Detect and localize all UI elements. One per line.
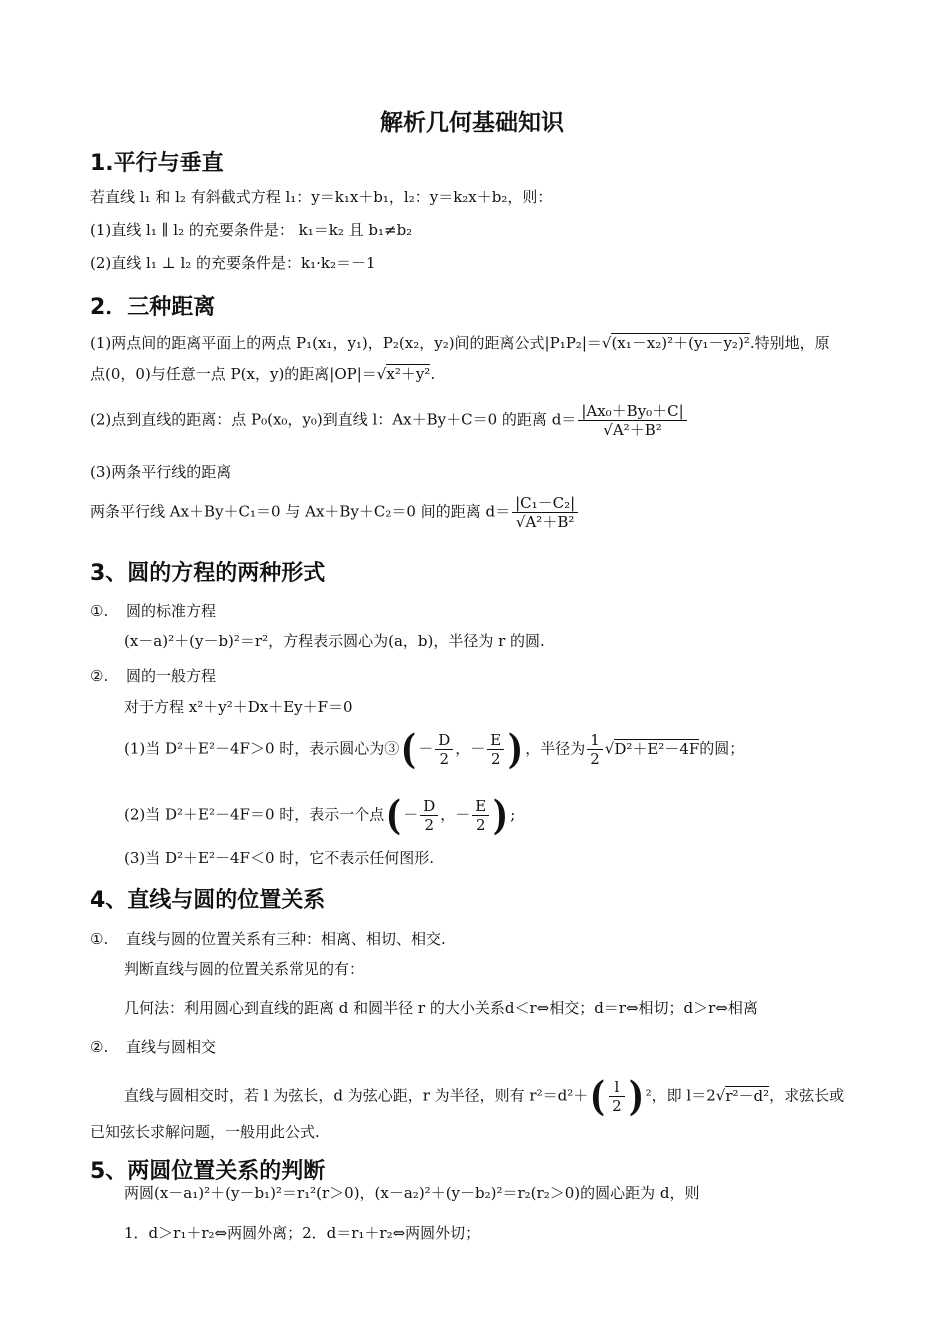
s3-case1-tail: 的圆； bbox=[699, 739, 745, 758]
s2-distance-radicand: (x₁－x₂)²＋(y₁－y₂)² bbox=[611, 334, 750, 352]
chord-radicand: r²－d² bbox=[725, 1086, 770, 1105]
s3-case1-mid: ，半径为 bbox=[525, 739, 586, 758]
s2-point-line-text: (2)点到直线的距离：点 P₀(x₀，y₀)到直线 l：Ax＋By＋C＝0 的距离 d＝ bbox=[90, 410, 577, 429]
s4-intersect-tail: ，求弦长或 bbox=[769, 1086, 845, 1105]
center-x-fraction bbox=[435, 731, 453, 768]
s2-origin-radicand: x²＋y² bbox=[386, 365, 431, 383]
s3-case2-tail: ; bbox=[510, 805, 516, 824]
s3-subheading-2 bbox=[90, 665, 216, 686]
s2-parallel-text: 两条平行线 Ax＋By＋C₁＝0 与 Ax＋By＋C₂＝0 间的距离 d＝ bbox=[90, 502, 511, 521]
s2-distance-tail: .特别地，原 bbox=[749, 334, 830, 352]
s3-case2-text: (2)当 D²＋E²－4F＝0 时，表示一个点 bbox=[124, 805, 385, 824]
comma-separator: ，－ bbox=[440, 805, 471, 824]
sqrt-sign: √ bbox=[376, 365, 387, 383]
s4-subheading-2 bbox=[90, 1036, 216, 1057]
s2-origin-tail: . bbox=[430, 365, 436, 383]
fraction-numerator: |Ax₀＋By₀＋C| bbox=[578, 402, 686, 421]
fraction-numerator: l bbox=[609, 1078, 625, 1097]
fraction-numerator: 1 bbox=[587, 731, 603, 750]
s2-parallel-fraction bbox=[512, 494, 578, 531]
s4-sub2-number: ②. bbox=[90, 1038, 109, 1056]
s2-distance-formula bbox=[90, 333, 830, 353]
s3-case-1 bbox=[124, 725, 745, 773]
fraction-denominator: 2 bbox=[491, 750, 501, 768]
sqrt-sign: √ bbox=[604, 739, 615, 758]
s2-parallel-distance bbox=[90, 494, 580, 531]
left-paren: ( bbox=[401, 725, 417, 773]
s3-sub1-label: 圆的标准方程 bbox=[126, 602, 217, 620]
s3-standard-equation: (x－a)²＋(y－b)²＝r²，方程表示圆心为(a，b)，半径为 r 的圆. bbox=[124, 632, 545, 650]
s3-sub2-number: ②. bbox=[90, 667, 109, 685]
comma-separator: ，－ bbox=[455, 739, 486, 758]
fraction-denominator: √A²＋B² bbox=[515, 513, 575, 531]
section-2-heading: 2．三种距离 bbox=[90, 295, 216, 320]
s4-intersect-text: 直线与圆相交时，若 l 为弦长，d 为弦心距，r 为半径，则有 r²＝d²＋ bbox=[124, 1086, 589, 1105]
minus-sign: － bbox=[418, 739, 434, 758]
right-paren: ) bbox=[493, 791, 509, 839]
fraction-numerator: E bbox=[487, 731, 504, 750]
fraction-denominator: 2 bbox=[590, 750, 600, 768]
fraction-numerator: E bbox=[472, 797, 489, 816]
s1-line-1: 若直线 l₁ 和 l₂ 有斜截式方程 l₁：y＝k₁x＋b₁，l₂：y＝k₂x＋b₂，则： bbox=[90, 188, 553, 206]
fraction-denominator-radicand: A²＋B² bbox=[612, 421, 662, 439]
s1-line-2: (1)直线 l₁ ∥ l₂ 的充要条件是： k₁＝k₂ 且 b₁≠b₂ bbox=[90, 221, 413, 239]
point-x-fraction bbox=[420, 797, 438, 834]
s4-sub1-label: 直线与圆的位置关系有三种：相离、相切、相交. bbox=[126, 930, 446, 948]
left-paren: ( bbox=[386, 791, 402, 839]
s4-sub2-label: 直线与圆相交 bbox=[126, 1038, 217, 1056]
fraction-denominator: 2 bbox=[439, 750, 450, 768]
sqrt-sign: √ bbox=[601, 334, 612, 352]
fraction-numerator: D bbox=[420, 797, 438, 816]
radius-radicand: D²＋E²－4F bbox=[614, 739, 700, 758]
s5-line-2: 1．d＞r₁＋r₂⇔两圆外离；2．d＝r₁＋r₂⇔两圆外切； bbox=[124, 1224, 481, 1242]
s3-subheading-1 bbox=[90, 600, 216, 621]
right-paren: ) bbox=[628, 1072, 644, 1120]
s2-point-line-distance bbox=[90, 402, 689, 439]
sqrt-sign: √ bbox=[715, 1086, 726, 1105]
s3-sub1-number: ①. bbox=[90, 602, 109, 620]
s4-geometric-method: 几何法：利用圆心到直线的距离 d 和圆半径 r 的大小关系d＜r⇔相交；d＝r⇔相切；d＞r⇔相离 bbox=[124, 999, 758, 1017]
s2-parallel-heading: (3)两条平行线的距离 bbox=[90, 463, 232, 481]
page-title: 解析几何基础知识 bbox=[380, 110, 564, 136]
half-fraction bbox=[587, 731, 603, 768]
s2-origin-distance bbox=[90, 364, 435, 384]
s4-intersect-mid: ²，即 l＝2 bbox=[645, 1086, 716, 1105]
s5-line-1: 两圆(x－a₁)²＋(y－b₁)²＝r₁²(r＞0)，(x－a₂)²＋(y－b₂)²＝r₂(r₂＞0)的圆心距为 d，则 bbox=[124, 1184, 700, 1202]
section-1-heading: 1.平行与垂直 bbox=[90, 151, 224, 176]
fraction-denominator: √A²＋B² bbox=[603, 421, 662, 439]
s4-sub1-number: ①. bbox=[90, 930, 109, 948]
fraction-denominator-radicand: A²＋B² bbox=[525, 513, 575, 531]
s4-intersect-text-2: 已知弦长求解问题，一般用此公式. bbox=[90, 1123, 320, 1141]
s3-sub2-label: 圆的一般方程 bbox=[126, 667, 217, 685]
s4-intersect-formula bbox=[124, 1072, 845, 1120]
minus-sign: － bbox=[403, 805, 419, 824]
s3-general-equation: 对于方程 x²＋y²＋Dx＋Ey＋F＝0 bbox=[124, 698, 353, 716]
s2-point-line-fraction bbox=[578, 402, 686, 439]
section-5-heading: 5、两圆位置关系的判断 bbox=[90, 1159, 326, 1184]
fraction-denominator: 2 bbox=[424, 816, 435, 834]
s3-case1-text: (1)当 D²＋E²－4F＞0 时，表示圆心为③ bbox=[124, 739, 400, 758]
section-4-heading: 4、直线与圆的位置关系 bbox=[90, 888, 326, 913]
right-paren: ) bbox=[508, 725, 524, 773]
fraction-denominator: 2 bbox=[612, 1097, 622, 1115]
s3-case-2 bbox=[124, 791, 516, 839]
point-y-fraction bbox=[472, 797, 489, 834]
s4-subheading-1 bbox=[90, 928, 446, 949]
fraction-numerator: D bbox=[435, 731, 453, 750]
s1-line-3: (2)直线 l₁ ⊥ l₂ 的充要条件是：k₁·k₂＝－1 bbox=[90, 254, 376, 272]
section-3-heading: 3、圆的方程的两种形式 bbox=[90, 561, 326, 586]
center-y-fraction bbox=[487, 731, 504, 768]
s3-case-3: (3)当 D²＋E²－4F＜0 时，它不表示任何图形. bbox=[124, 849, 435, 867]
s2-origin-text: 点(0，0)与任意一点 P(x，y)的距离|OP|＝ bbox=[90, 365, 377, 383]
fraction-denominator: 2 bbox=[476, 816, 486, 834]
fraction-numerator: |C₁－C₂| bbox=[512, 494, 578, 513]
left-paren: ( bbox=[590, 1072, 606, 1120]
half-chord-fraction bbox=[609, 1078, 625, 1115]
s4-judge-text: 判断直线与圆的位置关系常见的有： bbox=[124, 960, 365, 978]
s2-distance-text: (1)两点间的距离平面上的两点 P₁(x₁，y₁)，P₂(x₂，y₂)间的距离公式|P₁P₂|＝ bbox=[90, 334, 602, 352]
